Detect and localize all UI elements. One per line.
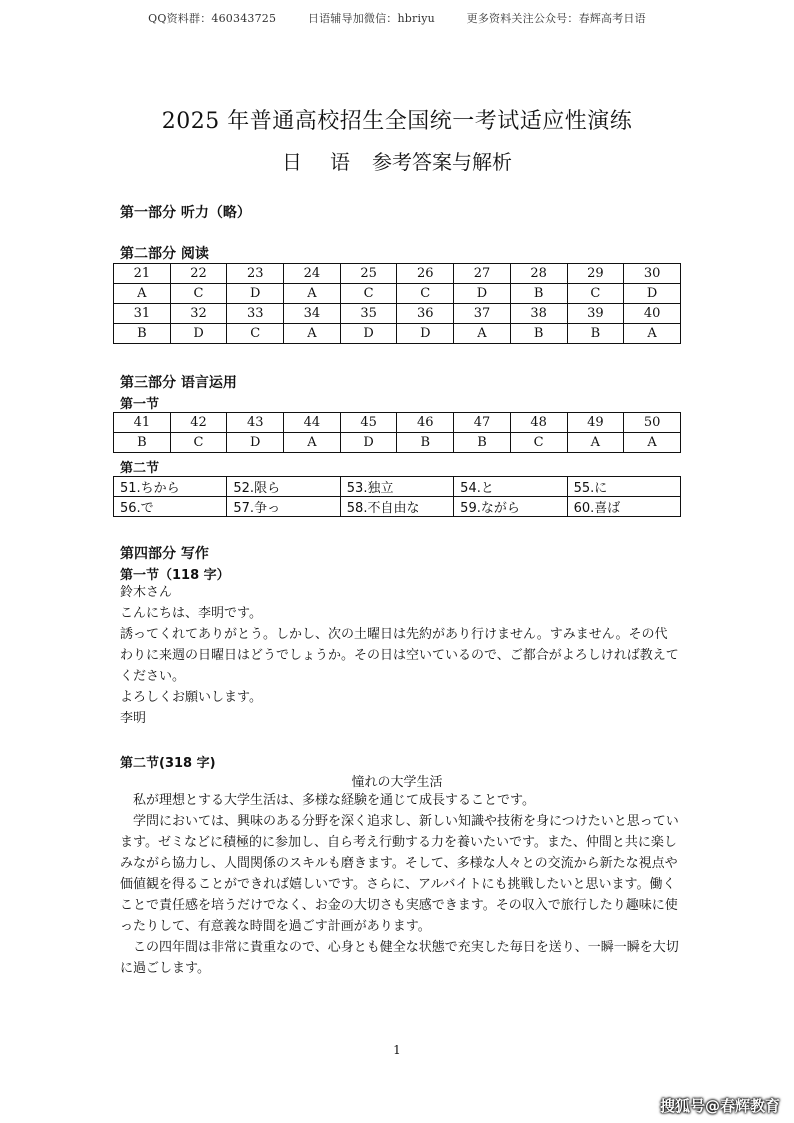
table-cell: 21 bbox=[114, 264, 171, 284]
document-title: 2025 年普通高校招生全国统一考试适应性演练 bbox=[161, 109, 633, 134]
table-cell: B bbox=[510, 284, 567, 304]
table-cell: D bbox=[227, 433, 284, 453]
letter-salutation: 鈴木さん bbox=[120, 585, 173, 600]
table-cell: C bbox=[397, 284, 454, 304]
table-cell: 51.ちから bbox=[114, 477, 227, 497]
table-row bbox=[114, 324, 681, 344]
reading-answer-table bbox=[113, 263, 681, 344]
table-cell: A bbox=[624, 433, 681, 453]
table-cell: 30 bbox=[624, 264, 681, 284]
document-subtitle bbox=[0, 146, 794, 175]
page-number: 1 bbox=[393, 1043, 401, 1057]
table-cell: 43 bbox=[227, 413, 284, 433]
table-cell: 26 bbox=[397, 264, 454, 284]
essay-paragraph: この四年間は非常に貴重なので、心身とも健全な状態で充実した毎日を送り、一瞬一瞬を大切に過ごします。 bbox=[120, 940, 679, 976]
table-cell: 39 bbox=[567, 304, 624, 324]
table-cell: D bbox=[454, 284, 511, 304]
table-cell: 27 bbox=[454, 264, 511, 284]
essay-paragraph: 学問においては、興味のある分野を深く追求し、新しい知識や技術を身につけたいと思っています。ゼミなどに積極的に参加し、自ら考え行動する力を養いたいです。また、仲間と共に楽しみながら協力し、人間関係のスキルも磨きます。そして、多様な人々との交流から新たな視点や価値観を得ることができれば嬉しいです。さらに、アルバイトにも挑戦したいと思います。働くことで責任感を培うだけでなく、お金の大切さも実感できます。その収入で旅行したり趣味に使ったりして、有意義な時間を過ごす計画があります。 bbox=[120, 814, 679, 934]
table-cell: 22 bbox=[170, 264, 227, 284]
table-cell: D bbox=[340, 324, 397, 344]
table-cell: 44 bbox=[284, 413, 341, 433]
table-cell: 45 bbox=[340, 413, 397, 433]
subtitle-char-1: 日 bbox=[282, 150, 302, 174]
header-wechat: 日语辅导加微信：hbriyu bbox=[307, 12, 435, 25]
table-cell: D bbox=[397, 324, 454, 344]
table-cell: 41 bbox=[114, 413, 171, 433]
table-cell: A bbox=[624, 324, 681, 344]
table-cell: 29 bbox=[567, 264, 624, 284]
table-row bbox=[114, 264, 681, 284]
table-cell: 31 bbox=[114, 304, 171, 324]
table-cell: 53.独立 bbox=[340, 477, 453, 497]
letter-greeting: こんにちは、李明です。 bbox=[120, 606, 262, 621]
table-cell: 42 bbox=[170, 413, 227, 433]
table-row bbox=[114, 413, 681, 433]
table-cell: 24 bbox=[284, 264, 341, 284]
table-cell: 46 bbox=[397, 413, 454, 433]
letter-closing: よろしくお願いします。 bbox=[120, 690, 262, 705]
table-cell: C bbox=[510, 433, 567, 453]
watermark: 搜狐号@春辉教育 bbox=[659, 1097, 780, 1115]
table-cell: B bbox=[397, 433, 454, 453]
table-cell: A bbox=[284, 324, 341, 344]
letter-paragraph: 誘ってくれてありがとう。しかし、次の土曜日は先約があり行けません。すみません。その代わりに来週の日曜日はどうでしょうか。その日は空いているので、ご都合がよろしければ教えてください。 bbox=[120, 627, 679, 684]
table-cell: 36 bbox=[397, 304, 454, 324]
table-cell: D bbox=[624, 284, 681, 304]
table-cell: 23 bbox=[227, 264, 284, 284]
table-cell: A bbox=[567, 433, 624, 453]
table-cell: 59.ながら bbox=[454, 497, 567, 517]
part1-heading: 第一部分 听力（略） bbox=[120, 205, 251, 221]
subtitle-rest: 参考答案与解析 bbox=[372, 150, 512, 174]
essay-paragraph: 私が理想とする大学生活は、多様な経験を通じて成長することです。 bbox=[133, 793, 535, 808]
usage-answer-table bbox=[113, 412, 681, 453]
part4-heading: 第四部分 写作 bbox=[120, 546, 209, 562]
table-cell: B bbox=[510, 324, 567, 344]
table-row bbox=[114, 284, 681, 304]
table-cell: A bbox=[284, 284, 341, 304]
table-cell: 58.不自由な bbox=[340, 497, 453, 517]
fill-answer-table bbox=[113, 476, 681, 517]
table-cell: 34 bbox=[284, 304, 341, 324]
letter-signature: 李明 bbox=[120, 711, 147, 726]
table-cell: 60.喜ば bbox=[567, 497, 680, 517]
table-cell: B bbox=[114, 324, 171, 344]
table-row bbox=[114, 477, 681, 497]
header-gzh: 更多资料关注公众号：春辉高考日语 bbox=[466, 12, 646, 25]
table-cell: 54.と bbox=[454, 477, 567, 497]
table-cell: D bbox=[227, 284, 284, 304]
header-qq: QQ资料群：460343725 bbox=[148, 12, 277, 25]
table-cell: A bbox=[114, 284, 171, 304]
letter-body bbox=[120, 582, 680, 729]
essay-body bbox=[120, 790, 680, 979]
table-cell: 40 bbox=[624, 304, 681, 324]
table-cell: 56.で bbox=[114, 497, 227, 517]
part3-heading: 第三部分 语言运用 bbox=[120, 375, 237, 391]
table-cell: C bbox=[170, 284, 227, 304]
table-cell: 52.限ら bbox=[227, 477, 340, 497]
table-cell: A bbox=[284, 433, 341, 453]
header-line bbox=[0, 10, 794, 26]
table-cell: 32 bbox=[170, 304, 227, 324]
table-cell: B bbox=[454, 433, 511, 453]
table-cell: D bbox=[340, 433, 397, 453]
table-cell: B bbox=[567, 324, 624, 344]
table-cell: A bbox=[454, 324, 511, 344]
table-cell: 50 bbox=[624, 413, 681, 433]
table-row bbox=[114, 497, 681, 517]
table-cell: 47 bbox=[454, 413, 511, 433]
table-cell: 28 bbox=[510, 264, 567, 284]
table-cell: C bbox=[227, 324, 284, 344]
table-cell: 55.に bbox=[567, 477, 680, 497]
part3-section2-heading: 第二节 bbox=[120, 461, 160, 476]
table-row bbox=[114, 433, 681, 453]
essay-title: 憧れの大学生活 bbox=[351, 775, 443, 790]
subtitle-char-2: 语 bbox=[330, 150, 350, 174]
table-cell: B bbox=[114, 433, 171, 453]
table-cell: 57.争っ bbox=[227, 497, 340, 517]
table-cell: D bbox=[170, 324, 227, 344]
table-cell: 25 bbox=[340, 264, 397, 284]
part3-section1-heading: 第一节 bbox=[120, 397, 160, 412]
table-cell: C bbox=[340, 284, 397, 304]
table-cell: 38 bbox=[510, 304, 567, 324]
table-cell: 35 bbox=[340, 304, 397, 324]
table-cell: 48 bbox=[510, 413, 567, 433]
table-cell: C bbox=[170, 433, 227, 453]
table-cell: 49 bbox=[567, 413, 624, 433]
table-row bbox=[114, 304, 681, 324]
part4-section2-heading: 第二节(318 字) bbox=[120, 756, 216, 771]
part4-section1-heading: 第一节（118 字） bbox=[120, 568, 230, 583]
part2-heading: 第二部分 阅读 bbox=[120, 246, 209, 262]
table-cell: 33 bbox=[227, 304, 284, 324]
table-cell: 37 bbox=[454, 304, 511, 324]
table-cell: C bbox=[567, 284, 624, 304]
